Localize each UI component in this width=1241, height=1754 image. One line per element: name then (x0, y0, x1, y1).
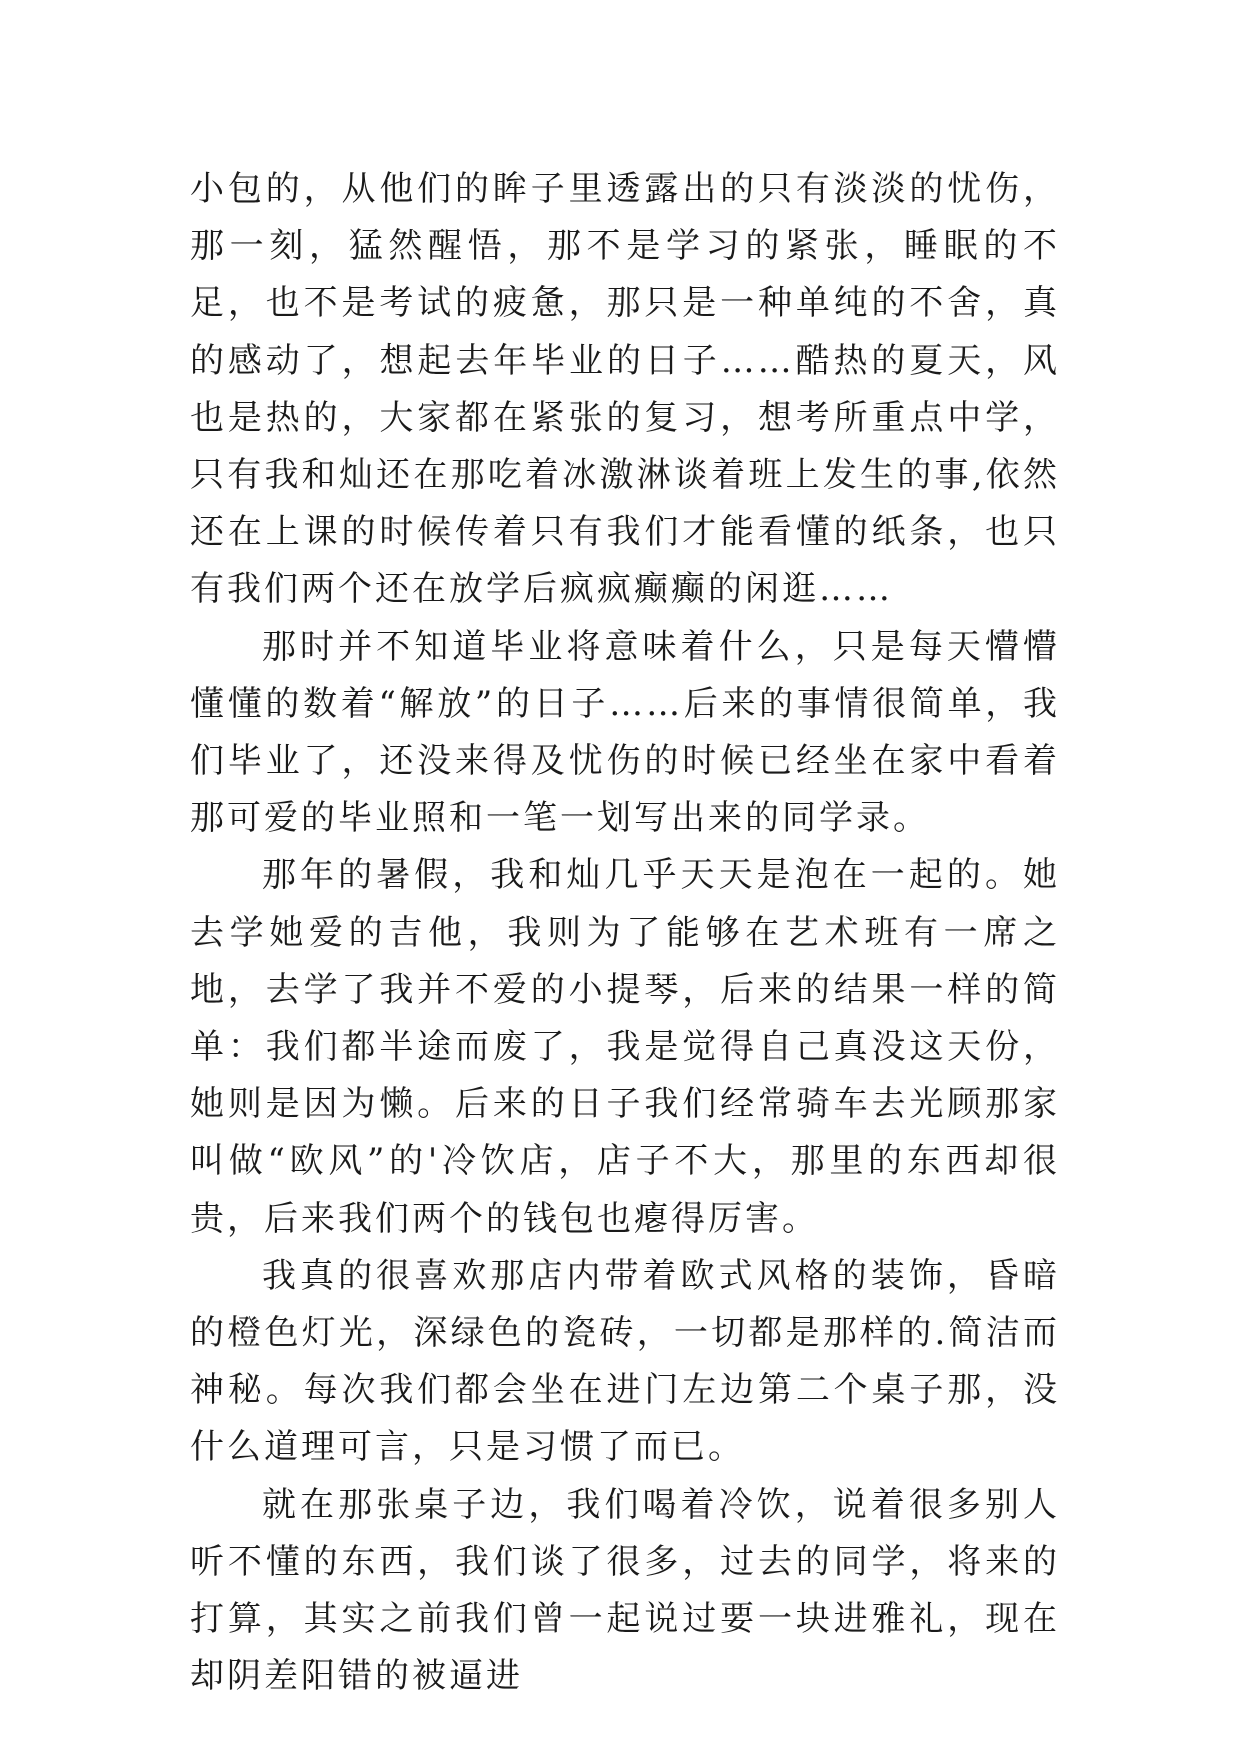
paragraph-2: 那时并不知道毕业将意味着什么，只是每天懵懵懂懂的数着“解放”的日子……后来的事情很简单，我们毕业了，还没来得及忧伤的时候已经坐在家中看着那可爱的毕业照和一笔一划写出来的同学录。 (190, 626, 1060, 839)
paragraph-5: 就在那张桌子边，我们喝着冷饮，说着很多别人听不懂的东西，我们谈了很多，过去的同学，将来的打算，其实之前我们曾一起说过要一块进雅礼，现在却阴差阳错的被逼进 (190, 1484, 1060, 1697)
paragraph-4: 我真的很喜欢那店内带着欧式风格的装饰，昏暗的橙色灯光，深绿色的瓷砖，一切都是那样的.简洁而神秘。每次我们都会坐在进门左边第二个桌子那，没什么道理可言，只是习惯了而已。 (190, 1255, 1060, 1468)
body-text (190, 161, 1060, 1705)
paragraph-1: 小包的，从他们的眸子里透露出的只有淡淡的忧伤，那一刻，猛然醒悟，那不是学习的紧张，睡眠的不足，也不是考试的疲惫，那只是一种单纯的不舍，真的感动了，想起去年毕业的日子……酷热的夏天，风也是热的，大家都在紧张的复习，想考所重点中学，只有我和灿还在那吃着冰激淋谈着班上发生的事,依然还在上课的时候传着只有我们才能看懂的纸条，也只有我们两个还在放学后疯疯癫癫的闲逛…… (190, 169, 1060, 610)
paragraph-3: 那年的暑假，我和灿几乎天天是泡在一起的。她去学她爱的吉他，我则为了能够在艺术班有一席之地，去学了我并不爱的小提琴，后来的结果一样的简单：我们都半途而废了，我是觉得自己真没这天份，她则是因为懒。后来的日子我们经常骑车去光顾那家叫做“欧风”的'冷饮店，店子不大，那里的东西却很贵，后来我们两个的钱包也瘪得厉害。 (190, 855, 1060, 1239)
